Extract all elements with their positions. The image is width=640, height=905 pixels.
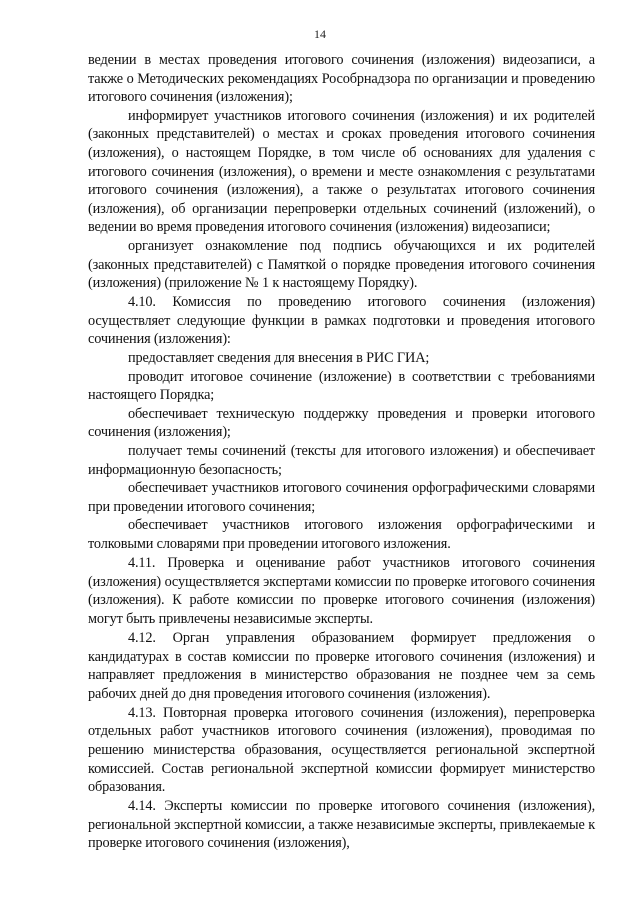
paragraph-4-11: 4.11. Проверка и оценивание работ участников итогового сочинения (изложения) осуществляется экспертами комиссии по проверке итогового сочинения (изложения). К работе комиссии по проверке итогового сочинения (изложения) могут быть привлечены независимые эксперты. — [88, 555, 595, 627]
document-body — [88, 51, 595, 853]
paragraph-4-12: 4.12. Орган управления образованием формирует предложения о кандидатурах в состав комиссии по проверке итогового сочинения (изложения) и направляет предложения в министерство образования не позднее чем за семь рабочих дней до дня проведения итогового сочинения (изложения). — [88, 629, 595, 702]
paragraph-spelling-dictionaries: обеспечивает участников итогового сочинения орфографическими словарями при проведении итогового сочинения; — [88, 480, 595, 515]
page-number: 14 — [314, 27, 326, 41]
paragraph-continuation: ведении в местах проведения итогового сочинения (изложения) видеозаписи, а также о Методических рекомендациях Рособрнадзора по организации и проведению итогового сочинения (изложения); — [88, 52, 595, 106]
paragraph-organize-acquaintance: организует ознакомление под подпись обучающихся и их родителей (законных представителей) с Памяткой о порядке проведения итогового сочинения (изложения) (приложение № 1 к настоящему Порядку). — [88, 237, 595, 292]
paragraph-4-10: 4.10. Комиссия по проведению итогового сочинения (изложения) осуществляет следующие функции в рамках подготовки и проведения итогового сочинения (изложения): — [88, 294, 595, 348]
paragraph-provide-info: предоставляет сведения для внесения в РИС ГИА; — [128, 350, 430, 366]
paragraph-4-14: 4.14. Эксперты комиссии по проверке итогового сочинения (изложения), региональной экспертной комиссии, а также независимые эксперты, привлекаемые к проверке итогового сочинения (изложения), — [88, 798, 595, 852]
paragraph-4-13: 4.13. Повторная проверка итогового сочинения (изложения), перепроверка отдельных работ участников итогового сочинения (изложения), проводимая по решению министерства образования, осуществляется региональной экспертной комиссией. Состав региональной экспертной комиссии формирует министерство образования. — [88, 704, 595, 796]
paragraph-inform-participants: информирует участников итогового сочинения (изложения) и их родителей (законных представителей) о местах и сроках проведения итогового сочинения (изложения), о настоящем Порядке, в том числе об основаниях для удаления с итогового сочинения (изложения), о времени и месте ознакомления с результатами итогового сочинения (изложения), а также о результатах итогового сочинения (изложения), об организации перепроверки отдельных сочинений (изложений), о ведении во время проведения итогового сочинения (изложения) видеозаписи; — [88, 107, 595, 236]
paragraph-tech-support: обеспечивает техническую поддержку проведения и проверки итогового сочинения (изложения); — [88, 405, 595, 441]
paragraph-explanatory-dictionaries: обеспечивает участников итогового изложения орфографическими и толковыми словарями при проведении итогового изложения. — [88, 517, 595, 552]
paragraph-conduct-essay: проводит итоговое сочинение (изложение) в соответствии с требованиями настоящего Порядка; — [88, 368, 595, 404]
paragraph-receive-topics: получает темы сочинений (тексты для итогового изложения) и обеспечивает информационную безопасность; — [88, 442, 595, 478]
